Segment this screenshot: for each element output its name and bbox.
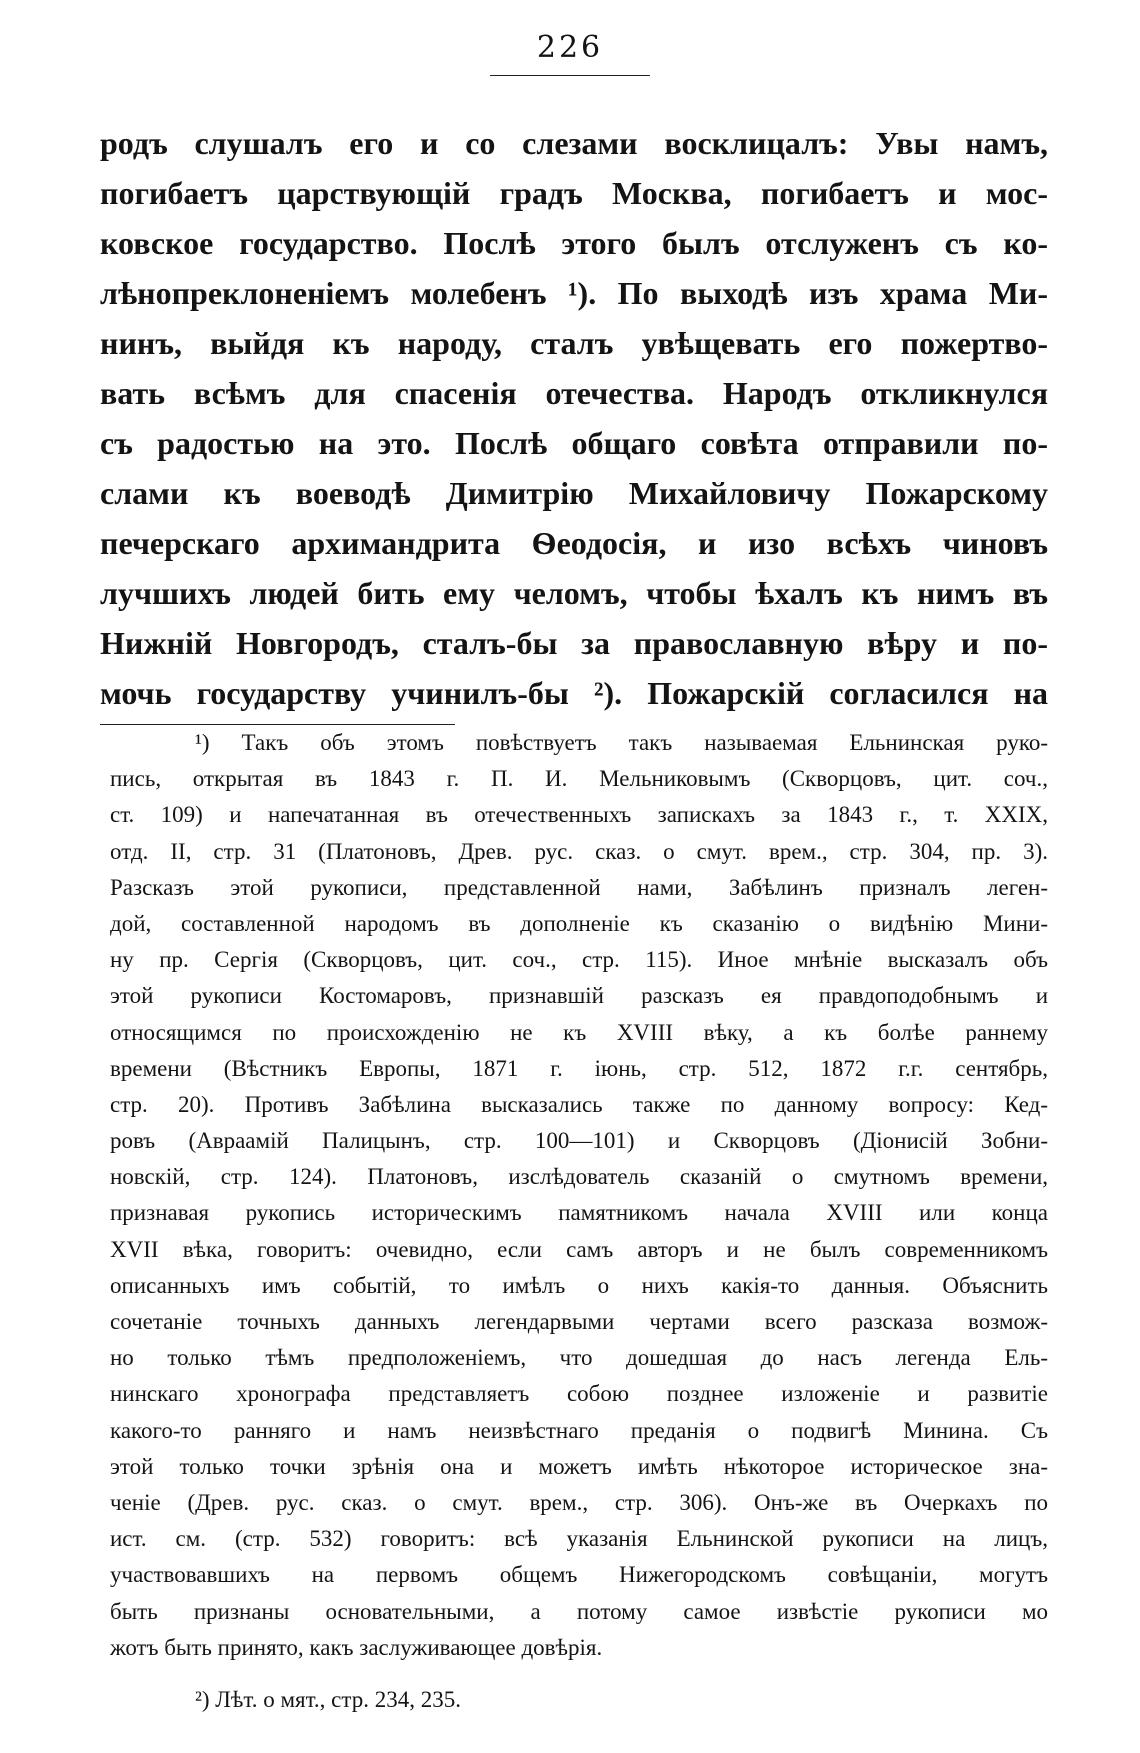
main-text bbox=[100, 118, 1048, 718]
main-text-line: вать всѣмъ для спасенія отечества. Народъ откликнулся bbox=[100, 375, 1048, 411]
footnote-line: ровъ (Авраамій Палицынъ, стр. 100—101) и Скворцовъ (Діонисій Зобни- bbox=[110, 1128, 1048, 1154]
main-text-line: мочь государству учинилъ-бы ²). Пожарскій согласился на bbox=[100, 675, 1048, 711]
footnote-line: относящимся по происхожденію не къ XVIII вѣку, а къ болѣе раннему bbox=[110, 1019, 1048, 1045]
footnote-line: ст. 109) и напечатанная въ отечественныхъ запискахъ за 1843 г., т. XXIX, bbox=[110, 802, 1048, 828]
footnote-line: новскій, стр. 124). Платоновъ, изслѣдователь сказаній о смутномъ времени, bbox=[110, 1164, 1048, 1190]
footnote-line: ¹) Такъ объ этомъ повѣствуетъ такъ называемая Ельнинская руко- bbox=[195, 730, 1048, 755]
footnote-line: признавая рукопись историческимъ памятникомъ начала XVIII или конца bbox=[110, 1200, 1048, 1226]
main-text-line: Нижній Новгородъ, сталъ-бы за православную вѣру и по- bbox=[100, 625, 1048, 661]
footnote-line: быть признаны основательными, а потому самое извѣстіе рукописи мо bbox=[110, 1598, 1048, 1624]
main-text-line: нинъ, выйдя къ народу, сталъ увѣщевать его пожертво- bbox=[100, 325, 1048, 361]
page-number: 226 bbox=[536, 30, 604, 65]
main-text-line: ковское государство. Послѣ этого былъ отслуженъ съ ко- bbox=[100, 225, 1048, 261]
footnote-line: XVII вѣка, говоритъ: очевидно, если самъ авторъ и не былъ современникомъ bbox=[110, 1236, 1048, 1262]
footnote-line: дой, составленной народомъ въ дополненіе къ сказанію о видѣнію Мини- bbox=[110, 910, 1048, 936]
main-text-line: погибаетъ царствующій градъ Москва, погибаетъ и мос- bbox=[100, 175, 1048, 211]
footnote-line: ченіе (Древ. рус. сказ. о смут. врем., стр. 306). Онъ-же въ Очеркахъ по bbox=[110, 1489, 1048, 1515]
header-rule bbox=[490, 75, 650, 76]
footnote-line: ист. см. (стр. 532) говоритъ: всѣ указанія Ельнинской рукописи на лицъ, bbox=[110, 1526, 1048, 1552]
footnote-line: но только тѣмъ предположеніемъ, что дошедшая до насъ легенда Ель- bbox=[110, 1345, 1048, 1371]
main-text-line: слами къ воеводѣ Димитрію Михайловичу Пожарскому bbox=[100, 475, 1048, 511]
main-text-line: родъ слушалъ его и со слезами восклицалъ: Увы намъ, bbox=[100, 125, 1048, 161]
footnote-line: нинскаго хронографа представляетъ собою позднее изложеніе и развитіе bbox=[110, 1381, 1048, 1407]
footnote-1 bbox=[110, 725, 1048, 1666]
main-text-line: лѣнопреклоненіемъ молебенъ ¹). По выходѣ изъ храма Ми- bbox=[100, 275, 1048, 311]
footnote-line: сочетаніе точныхъ данныхъ легендарвыми чертами всего разсказа возмож- bbox=[110, 1309, 1048, 1334]
footnote-line: пись, открытая въ 1843 г. П. И. Мельниковымъ (Скворцовъ, цит. соч., bbox=[110, 766, 1048, 792]
main-text-line: печерскаго архимандрита Ѳеодосія, и изо всѣхъ чиновъ bbox=[100, 525, 1048, 561]
footnote-line: ну пр. Сергія (Скворцовъ, цит. соч., стр. 115). Иное мнѣніе высказалъ объ bbox=[110, 947, 1048, 973]
footnote-line: отд. II, стр. 31 (Платоновъ, Древ. рус. сказ. о смут. врем., стр. 304, пр. 3). bbox=[110, 838, 1048, 864]
footnote-line: этой только точки зрѣнія она и можетъ имѣть нѣкоторое историческое зна- bbox=[110, 1453, 1048, 1479]
main-text-line: лучшихъ людей бить ему челомъ, чтобы ѣхалъ къ нимъ въ bbox=[100, 575, 1048, 611]
footnote-line: Разсказъ этой рукописи, представленной нами, Забѣлинъ призналъ леген- bbox=[110, 874, 1048, 900]
footnote-line: участвовавшихъ на первомъ общемъ Нижегородскомъ совѣщаніи, могутъ bbox=[110, 1562, 1048, 1588]
footnote-line: времени (Вѣстникъ Европы, 1871 г. іюнь, стр. 512, 1872 г.г. сентябрь, bbox=[110, 1055, 1048, 1081]
footnote-line: этой рукописи Костомаровъ, признавшій разсказъ ея правдоподобнымъ и bbox=[110, 983, 1048, 1009]
footnote-2: ²) Лѣт. о мят., стр. 234, 235. bbox=[195, 1687, 461, 1712]
footnote-line: какого-то ранняго и намъ неизвѣстнаго преданія о подвигѣ Минина. Съ bbox=[110, 1417, 1048, 1443]
footnote-line: стр. 20). Противъ Забѣлина высказались также по данному вопросу: Кед- bbox=[110, 1091, 1048, 1117]
footnote-line: жотъ быть принято, какъ заслуживающее довѣрія. bbox=[110, 1634, 603, 1660]
main-text-line: съ радостью на это. Послѣ общаго совѣта отправили по- bbox=[100, 425, 1048, 461]
footnote-line: описанныхъ имъ событій, то имѣлъ о нихъ какія-то данныя. Объяснить bbox=[110, 1272, 1048, 1298]
